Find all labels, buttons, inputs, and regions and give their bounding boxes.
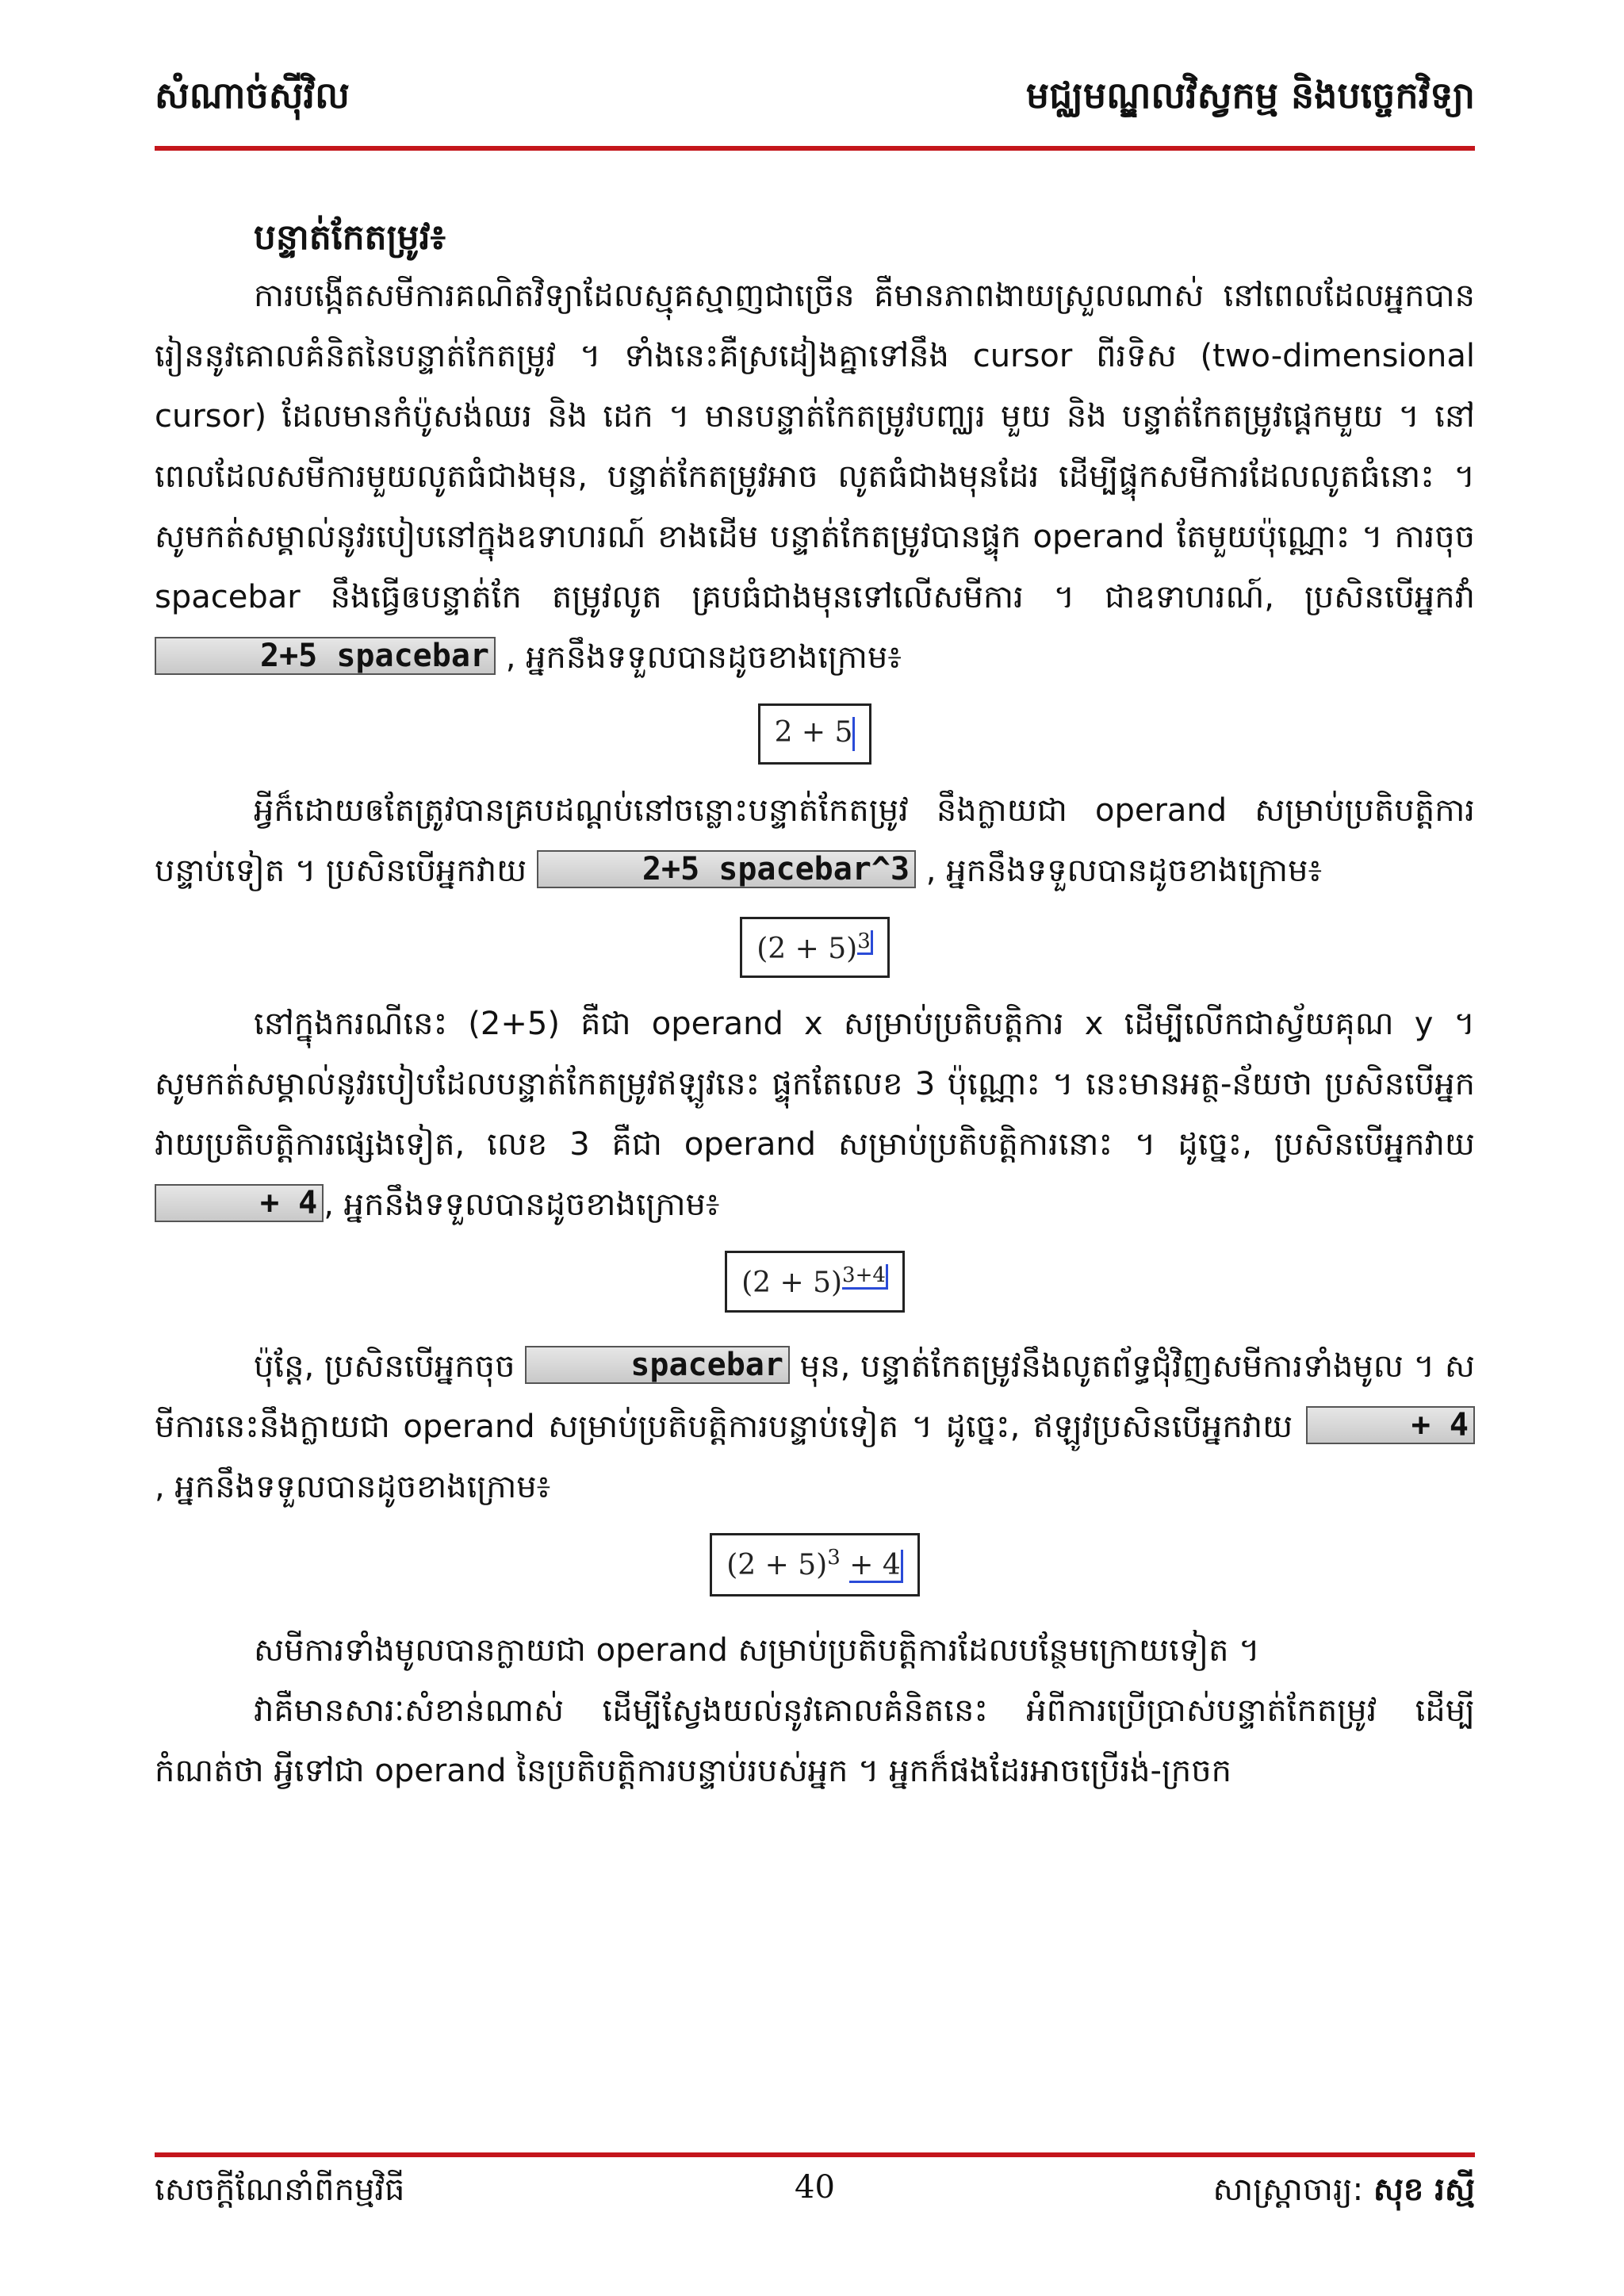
footer-author-name: សុខ រស្មី	[1373, 2171, 1475, 2208]
footer-rule	[155, 2152, 1475, 2157]
key-sequence-2: 2+5 spacebar^3	[537, 850, 916, 888]
footer-left-title: សេចក្ដីណែនាំពីកម្មវិធី	[155, 2171, 405, 2208]
paragraph-3-text: នៅក្នុងករណីនេះ (2+5) គឺជា operand x សម្រាប់ប្រតិបត្តិការ x ដើម្បីលើកជាស្វ័យគុណ y ។ សូមកត់សម្គាល់នូវរបៀបដែលបន្ទាត់កែតម្រូវឥឡូវនេះ ផ្ទុកតែលេខ 3 ប៉ុណ្ណោះ ។ នេះមានអត្ថ-ន័យថា ប្រសិនបើអ្នកវាយប្រតិបត្តិការផ្សេងទៀត, លេខ 3 គឺជា operand សម្រាប់ប្រតិបត្តិការនោះ ។ ដូច្នេះ, ប្រសិនបើអ្នកវាយ	[155, 1006, 1476, 1163]
paragraph-6: វាគឺមានសារៈសំខាន់ណាស់ ដើម្បីស្វែងយល់នូវគោលគំនិតនេះ អំពីការប្រើប្រាស់បន្ទាត់កែតម្រូវ ដើម្បីកំណត់ថា អ្វីទៅជា operand នៃប្រតិបត្តិការបន្ទាប់របស់អ្នក ។ អ្នកក៏ផងដែរអាចប្រើរង់-ក្រចក	[155, 1692, 1475, 1790]
equation-3	[725, 1251, 905, 1313]
paragraph-3-tail: , អ្នកនឹងទទួលបានដូចខាងក្រោម៖	[324, 1186, 720, 1224]
equation-1	[758, 703, 872, 765]
page-header	[155, 73, 1475, 128]
equation-2-base: (2 + 5)	[756, 932, 858, 965]
header-left-title: សំណាច់ស៊ីវិល	[155, 74, 350, 117]
paragraph-4-text: ប៉ុន្តែ, ប្រសិនបើអ្នកចុច	[254, 1347, 515, 1385]
paragraph-1-text: ការបង្កើតសមីការគណិតវិទ្យាដែលស្មុគស្មាញជាច្រើន គឺមានភាពងាយស្រួលណាស់ នៅពេលដែលអ្នកបានរៀននូវគោលគំនិតនៃបន្ទាត់កែតម្រូវ ។ ទាំងនេះគឺស្រដៀងគ្នាទៅនឹង cursor ពីរទិស (two-dimensional cursor) ដែលមានកំប៉ូសង់ឈរ និង ដេក ។ មានបន្ទាត់កែតម្រូវបញ្ឈរ មួយ និង បន្ទាត់កែតម្រូវផ្ដេកមួយ ។ នៅពេលដែលសមីការមួយលូតធំជាងមុន, បន្ទាត់កែតម្រូវអាច លូតធំជាងមុនដែរ ដើម្បីផ្ទុកសមីការដែលលូតធំនោះ ។ សូមកត់សម្គាល់នូវរបៀបនៅក្នុងឧទាហរណ៍ ខាងដើម បន្ទាត់កែតម្រូវបានផ្ទុក operand តែមួយប៉ុណ្ណោះ ។ ការចុច spacebar នឹងធ្វើឲបន្ទាត់កែ តម្រូវលូត គ្របធំជាងមុនទៅលើសមីការ ។ ជាឧទាហរណ៍, ប្រសិនបើអ្នកវាំ	[155, 278, 1476, 615]
equation-2-exponent: 3	[857, 930, 873, 956]
paragraph-4-middle: មុន, បន្ទាត់កែតម្រូវនឹងលូតព័ទ្ធជុំវិញសមីការទាំងមូល ។ សមីការនេះនឹងក្លាយជា operand សម្រាប់ប្រតិបត្តិការបន្ទាប់ទៀត ។ ដូច្នេះ, ឥឡូវប្រសិនបើអ្នកវាយ	[155, 1347, 1476, 1445]
header-rule	[155, 146, 1475, 151]
equation-3-base: (2 + 5)	[741, 1267, 843, 1300]
equation-1-base: 2 + 5	[774, 716, 853, 749]
paragraph-2-text: អ្វីក៏ដោយឲតែត្រូវបានគ្របដណ្ដប់នៅចន្លោះបន្ទាត់កែតម្រូវ នឹងក្លាយជា operand សម្រាប់ប្រតិបត្តិការបន្ទាប់ទៀត ។ ប្រសិនបើអ្នកវាយ	[155, 792, 1475, 889]
equation-4-tail: + 4	[849, 1550, 903, 1584]
header-right-title: មជ្ឈមណ្ឌលវិស្វកម្ម និងបច្ចេកវិទ្យា	[1025, 74, 1475, 117]
paragraph-1-tail: , អ្នកនឹងទទួលបានដូចខាងក្រោម៖	[505, 639, 902, 676]
main-content	[155, 210, 1475, 1801]
paragraph-2-tail: , អ្នកនឹងទទួលបានដូចខាងក្រោម៖	[925, 852, 1323, 889]
equation-3-exponent: 3+4	[842, 1264, 888, 1290]
paragraph-1	[155, 266, 1475, 688]
key-sequence-4: spacebar	[525, 1346, 790, 1384]
footer-author-label: សាស្ត្រាចារ្យ:	[1212, 2171, 1364, 2208]
section-heading: បន្ទាត់កែតម្រូវ៖	[254, 217, 446, 258]
equation-4-exponent: 3	[827, 1545, 841, 1570]
edit-cursor	[852, 717, 855, 751]
paragraph-2	[155, 780, 1475, 901]
equation-2	[740, 917, 890, 979]
paragraph-4	[155, 1336, 1475, 1517]
key-sequence-5: + 4	[1306, 1406, 1475, 1444]
equation-4-base: (2 + 5)	[726, 1548, 828, 1581]
key-sequence-3: + 4	[155, 1184, 324, 1222]
page-number: 40	[795, 2169, 835, 2206]
paragraph-4-tail: , អ្នកនឹងទទួលបានដូចខាងក្រោម៖	[155, 1468, 551, 1505]
page-footer	[155, 2169, 1475, 2217]
paragraph-5: សមីការទាំងមូលបានក្លាយជា operand សម្រាប់ប្រតិបត្តិការដែលបន្ថែមក្រោយទៀត ។	[254, 1632, 1260, 1669]
equation-4	[710, 1533, 919, 1597]
key-sequence-1: 2+5 spacebar	[155, 637, 496, 675]
paragraph-3	[155, 994, 1475, 1235]
footer-author	[1212, 2169, 1475, 2216]
